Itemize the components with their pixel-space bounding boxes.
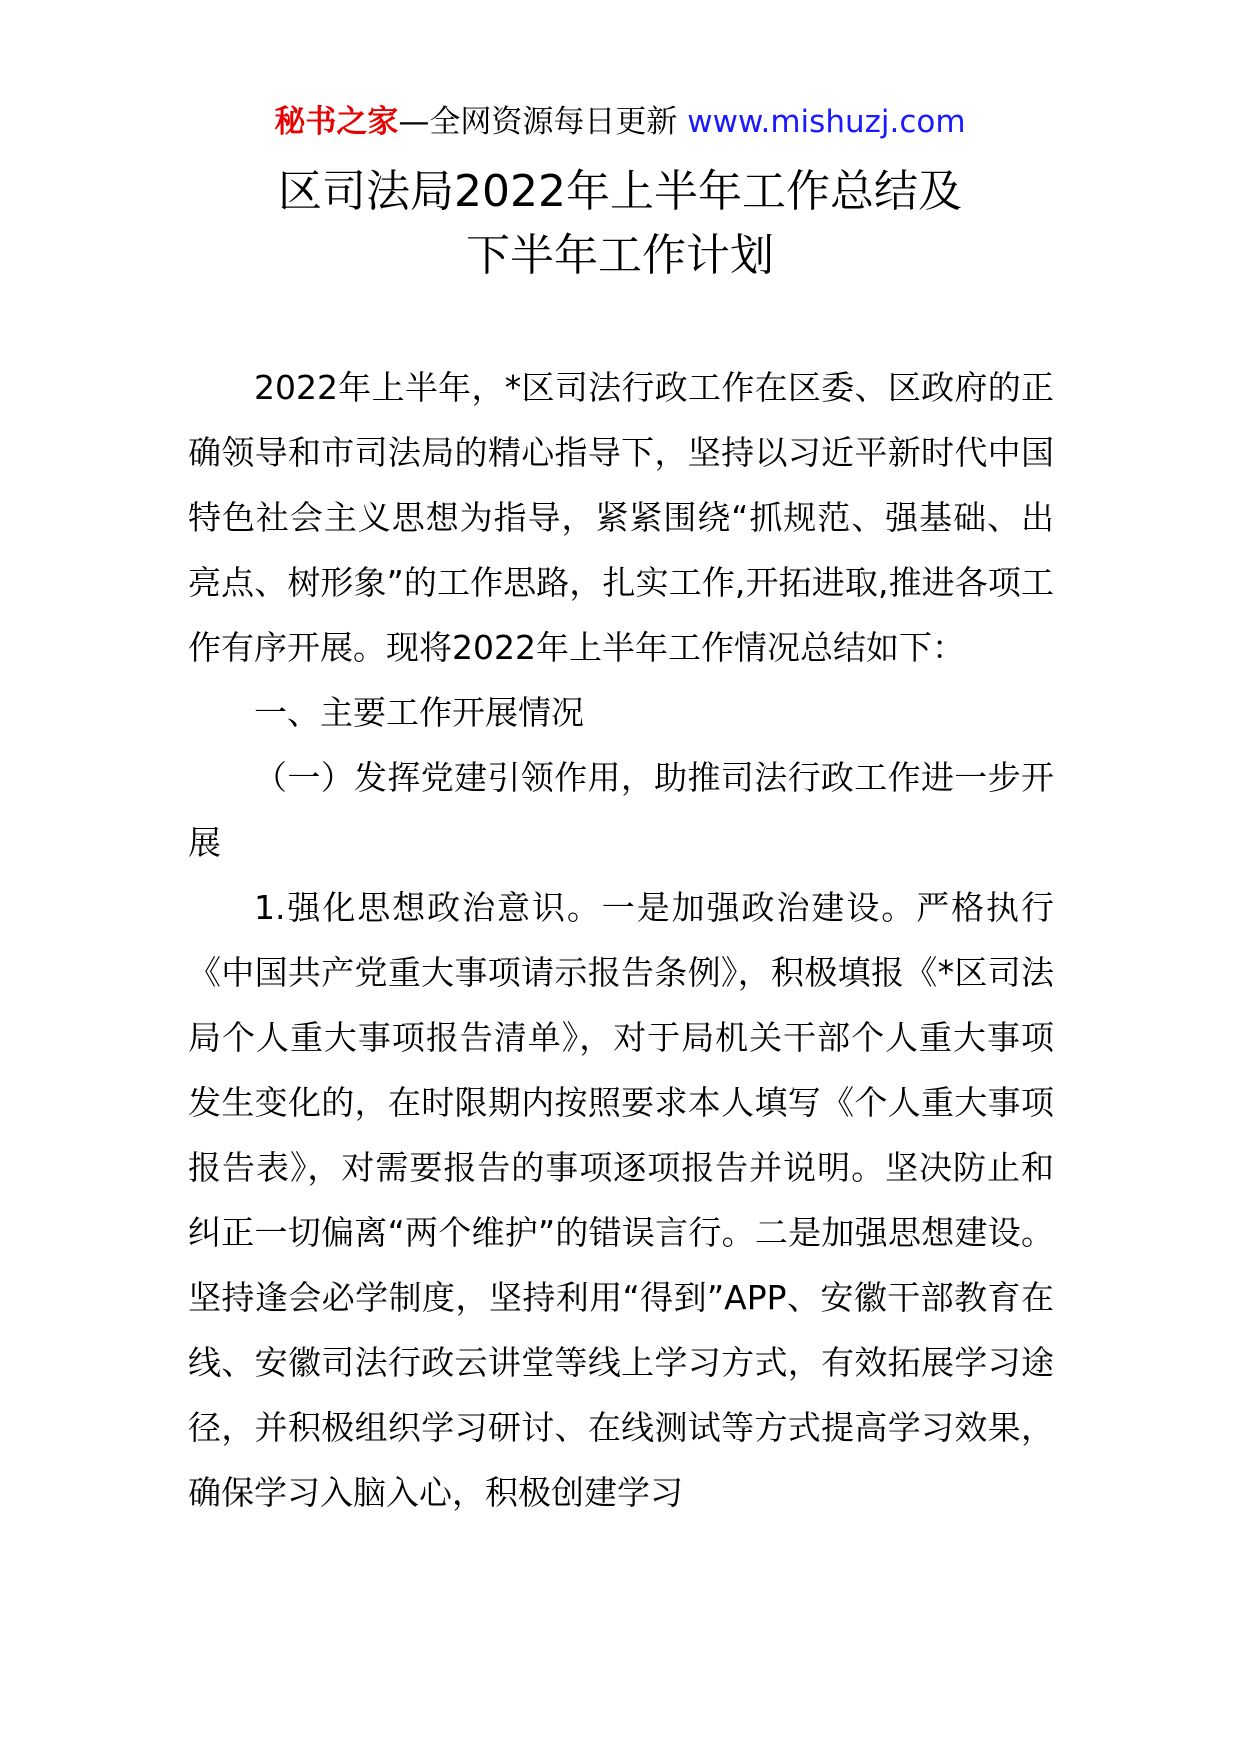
body-paragraph: 1.强化思想政治意识。一是加强政治建设。严格执行《中国共产党重大事项请示报告条例》，积极填报《*区司法局个人重大事项报告清单》，对于局机关干部个人重大事项发生变化的，在时限期内按照要求本人填写《个人重大事项报告表》，对需要报告的事项逐项报告并说明。坚决防止和纠正一切偏离“两个维护”的错误言行。二是加强思想建设。坚持逢会必学制度，坚持利用“得到”APP、安徽干部教育在线、安徽司法行政云讲堂等线上学习方式，有效拓展学习途径，并积极组织学习研讨、在线测试等方式提高学习效果，确保学习入脑入心，积极创建学习 [188,888,1054,1512]
subsection-heading: （一）发挥党建引领作用，助推司法行政工作进一步开展 [188,758,1054,862]
document-body [188,355,1054,1525]
document-title [0,160,1240,288]
header-tagline: —全网资源每日更新 [398,104,688,140]
section-heading: 一、主要工作开展情况 [254,693,584,732]
brand-name: 秘书之家 [274,104,399,140]
site-url[interactable]: www.mishuzj.com [687,104,966,140]
title-line-1: 区司法局2022年上半年工作总结及 [278,166,962,217]
source-header [0,100,1240,144]
title-line-2: 下半年工作计划 [466,230,774,281]
intro-paragraph: 2022年上半年，*区司法行政工作在区委、区政府的正确领导和市司法局的精心指导下，坚持以习近平新时代中国特色社会主义思想为指导，紧紧围绕“抓规范、强基础、出亮点、树形象”的工作思路，扎实工作,开拓进取,推进各项工作有序开展。现将2022年上半年工作情况总结如下： [188,368,1054,667]
